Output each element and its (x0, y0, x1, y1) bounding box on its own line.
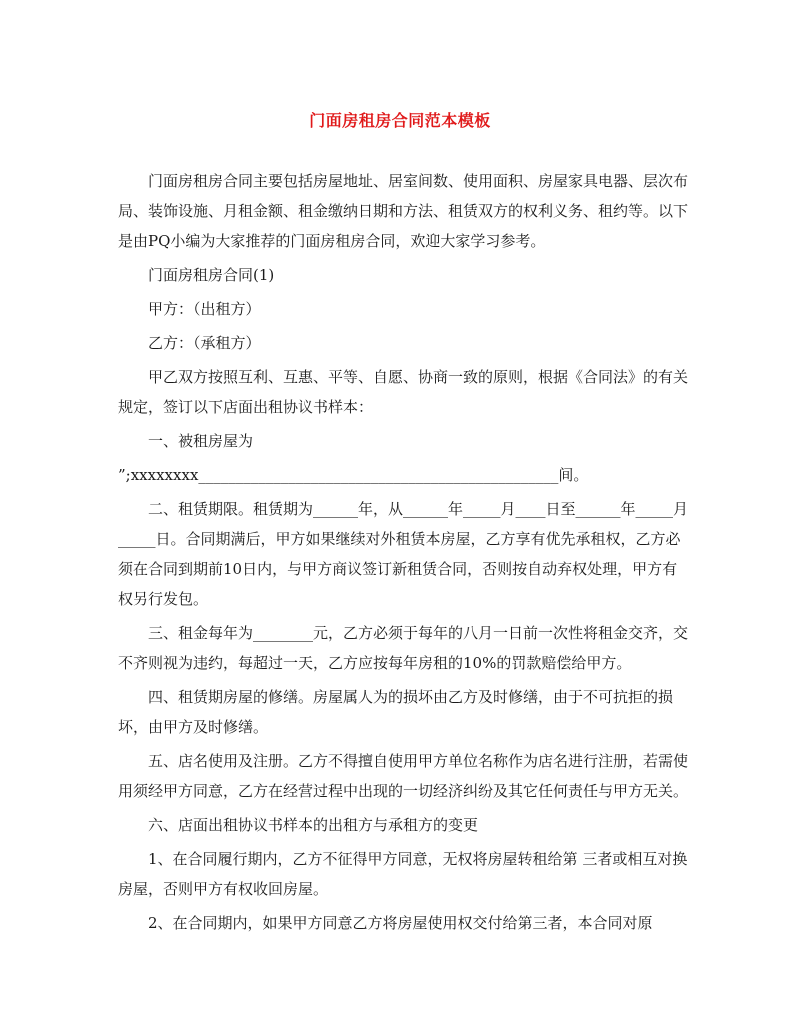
clause-6-item-2: 2、在合同期内，如果甲方同意乙方将房屋使用权交付给第三者，本合同对原 (148, 914, 653, 932)
clause-3-paragraph: 三、租金每年为________元，乙方必须于每年的八月一日前一次性将租金交齐，交不齐则视为违约，每超过一天，乙方应按每年房租的10%的罚款赔偿给甲方。 (118, 624, 689, 672)
clause-6-item-1: 1、在合同履行期内，乙方不征得甲方同意，无权将房屋转租给第 三者或相互对换房屋，否则甲方有权收回房屋。 (118, 850, 688, 898)
clause-2-paragraph: 二、租赁期限。租赁期为______年，从______年_____月____日至______年_____月_____日。合同期满后，甲方如果继续对外租赁本房屋，乙方享有优先承租权，乙方必须在合同到期前10日内，与甲方商议签订新租赁合同，否则按自动弃权处理，甲方有权另行发包。 (118, 500, 689, 608)
clause-1-blank-line: ”;xxxxxxxx________________________________________________间。 (118, 466, 589, 484)
clause-1-heading: 一、被租房屋为 (148, 432, 254, 450)
clause-5-paragraph: 五、店名使用及注册。乙方不得擅自使用甲方单位名称作为店名进行注册，若需使用须经甲方同意，乙方在经营过程中出现的一切经济纠纷及其它任何责任与甲方无关。 (118, 752, 689, 800)
clause-6-heading: 六、店面出租协议书样本的出租方与承租方的变更 (148, 816, 479, 834)
clause-4-paragraph: 四、租赁期房屋的修缮。房屋属人为的损坏由乙方及时修缮，由于不可抗拒的损坏，由甲方及时修缮。 (118, 688, 674, 736)
party-a-line: 甲方：（出租方） (148, 300, 261, 318)
party-b-line: 乙方：（承租方） (148, 334, 261, 352)
document-body (118, 166, 688, 942)
document-title: 门面房租房合同范本模板 (309, 111, 491, 130)
preamble-paragraph: 甲乙双方按照互利、互惠、平等、自愿、协商一致的原则，根据《合同法》的有关规定，签订以下店面出租协议书样本： (118, 368, 689, 416)
contract-heading: 门面房租房合同(1) (148, 266, 275, 284)
intro-paragraph: 门面房租房合同主要包括房屋地址、居室间数、使用面积、房屋家具电器、层次布局、装饰设施、月租金额、租金缴纳日期和方法、租赁双方的权利义务、租约等。以下是由PQ小编为大家推荐的门面房租房合同，欢迎大家学习参考。 (118, 172, 689, 250)
